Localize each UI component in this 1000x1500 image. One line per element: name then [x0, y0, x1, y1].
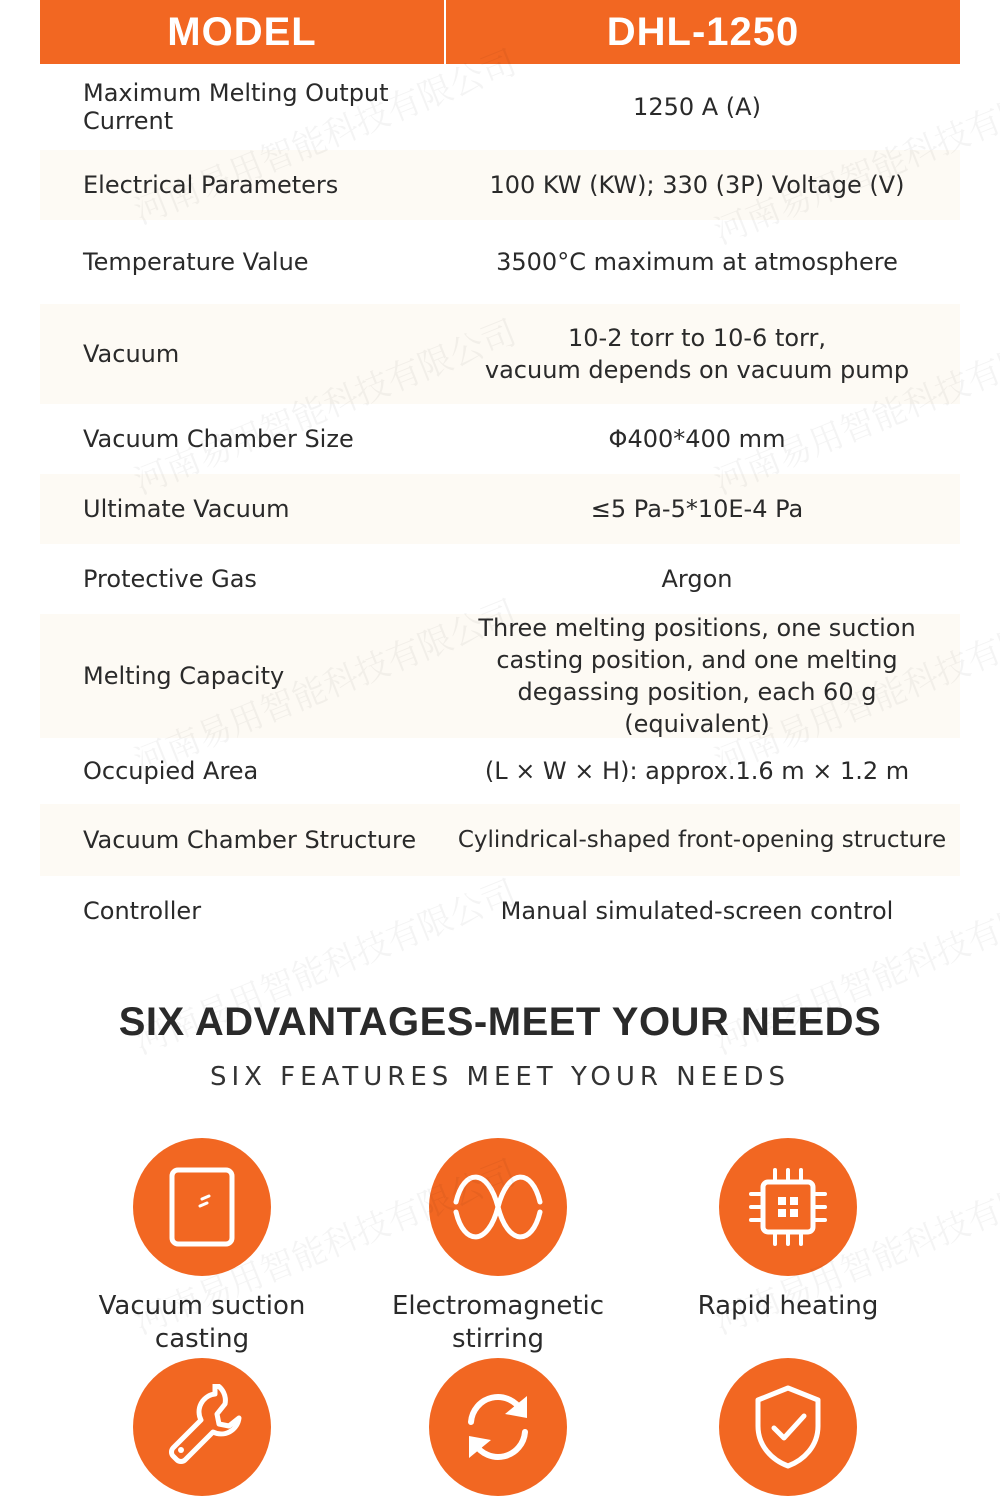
feature-maintenance [72, 1358, 332, 1496]
spec-value: ≤5 Pa-5*10E-4 Pa [590, 495, 804, 523]
feature-circle [133, 1358, 271, 1496]
spec-key: Vacuum Chamber Size [83, 425, 354, 453]
spec-row [40, 404, 960, 474]
shield-check-icon [748, 1382, 828, 1472]
spec-key: Protective Gas [83, 565, 257, 593]
spec-value: Argon [661, 565, 733, 593]
wave-icon [450, 1172, 546, 1242]
spec-row [40, 544, 960, 614]
spec-key: Maximum Melting Output Current [83, 79, 389, 135]
spec-row [40, 738, 960, 804]
feature-circle [719, 1358, 857, 1496]
spec-key: Controller [83, 897, 202, 925]
feature-safety [658, 1358, 918, 1496]
spec-row [40, 474, 960, 544]
refresh-icon [453, 1382, 543, 1472]
spec-key: Vacuum [83, 340, 180, 368]
spec-value: Three melting positions, one suction casting position, and one melting degassing position, each 60 g (equivalent) [478, 614, 916, 738]
spec-table [40, 64, 960, 946]
feature-circle [429, 1358, 567, 1496]
advantages-subtitle: SIX FEATURES MEET YOUR NEEDS [209, 1062, 791, 1092]
chip-icon [745, 1164, 831, 1250]
feature-electromagnetic-stirring [368, 1138, 628, 1356]
spec-value: 1250 A (A) [633, 93, 761, 121]
feature-vacuum-suction-casting [72, 1138, 332, 1356]
feature-circle [429, 1138, 567, 1276]
spec-row [40, 876, 960, 946]
spec-key: Occupied Area [83, 757, 259, 785]
spec-key: Vacuum Chamber Structure [83, 826, 417, 854]
feature-circle [133, 1138, 271, 1276]
tablet-icon [162, 1164, 242, 1250]
spec-key: Electrical Parameters [83, 171, 339, 199]
spec-value: Φ400*400 mm [608, 425, 786, 453]
spec-row [40, 64, 960, 150]
feature-label: Rapid heating [697, 1291, 879, 1321]
spec-value: (L × W × H): approx.1.6 m × 1.2 m [484, 757, 910, 785]
spec-row [40, 304, 960, 404]
spec-value: 100 KW (KW); 330 (3P) Voltage (V) [489, 171, 905, 199]
spec-value: Manual simulated-screen control [500, 897, 894, 925]
spec-key: Melting Capacity [83, 662, 285, 690]
feature-circulation [368, 1358, 628, 1496]
spec-value: Cylindrical-shaped front-opening structure [457, 827, 947, 853]
spec-row [40, 614, 960, 738]
spec-row [40, 220, 960, 304]
spec-table-header [40, 0, 960, 64]
spec-value: 3500°C maximum at atmosphere [496, 248, 898, 276]
feature-label: Electromagnetic stirring [391, 1291, 605, 1354]
feature-circle [719, 1138, 857, 1276]
model-label: MODEL [40, 0, 446, 64]
feature-rapid-heating [658, 1138, 918, 1323]
spec-row [40, 804, 960, 876]
wrench-icon [159, 1384, 245, 1470]
advantages-title: SIX ADVANTAGES-MEET YOUR NEEDS [118, 1000, 882, 1044]
spec-key: Ultimate Vacuum [83, 495, 290, 523]
feature-label: Vacuum suction casting [98, 1291, 306, 1354]
spec-value: 10-2 torr to 10-6 torr, vacuum depends on vacuum pump [484, 324, 910, 384]
spec-row [40, 150, 960, 220]
model-value: DHL-1250 [606, 9, 800, 54]
spec-key: Temperature Value [83, 248, 309, 276]
